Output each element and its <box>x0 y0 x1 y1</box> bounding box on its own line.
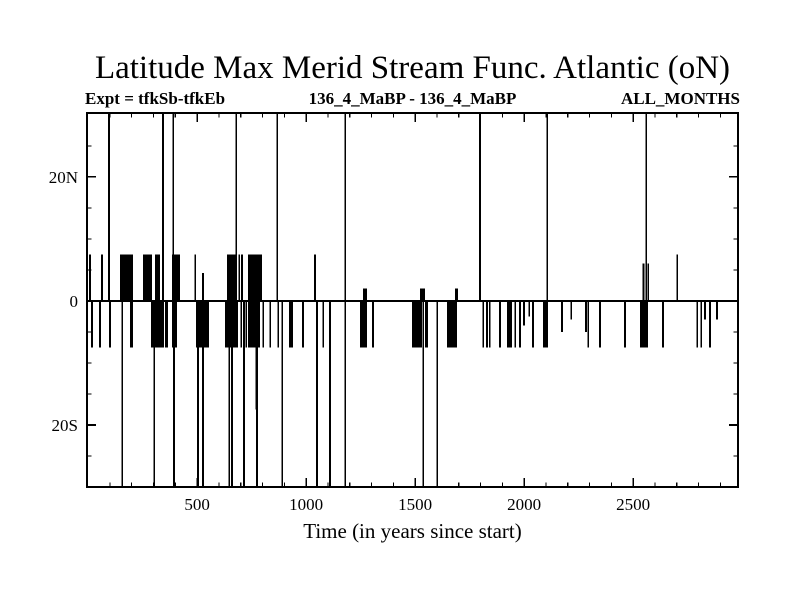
svg-text:1000: 1000 <box>289 495 324 514</box>
chart-title: Latitude Max Merid Stream Func. Atlantic (oN) <box>94 50 731 86</box>
svg-text:20N: 20N <box>48 167 78 187</box>
x-axis-title: Time (in years since start) <box>303 519 522 543</box>
subtitle-run-id: 136_4_MaBP - 136_4_MaBP <box>308 89 517 108</box>
svg-text:1500: 1500 <box>398 495 433 514</box>
svg-text:0: 0 <box>69 291 78 311</box>
svg-text:20S: 20S <box>51 415 78 435</box>
subtitle-experiment: Expt = tfkSb-tfkEb <box>85 89 226 108</box>
svg-text:500: 500 <box>184 495 210 514</box>
subtitle-months: ALL_MONTHS <box>620 89 740 108</box>
svg-text:2500: 2500 <box>616 495 651 514</box>
svg-text:2000: 2000 <box>507 495 542 514</box>
